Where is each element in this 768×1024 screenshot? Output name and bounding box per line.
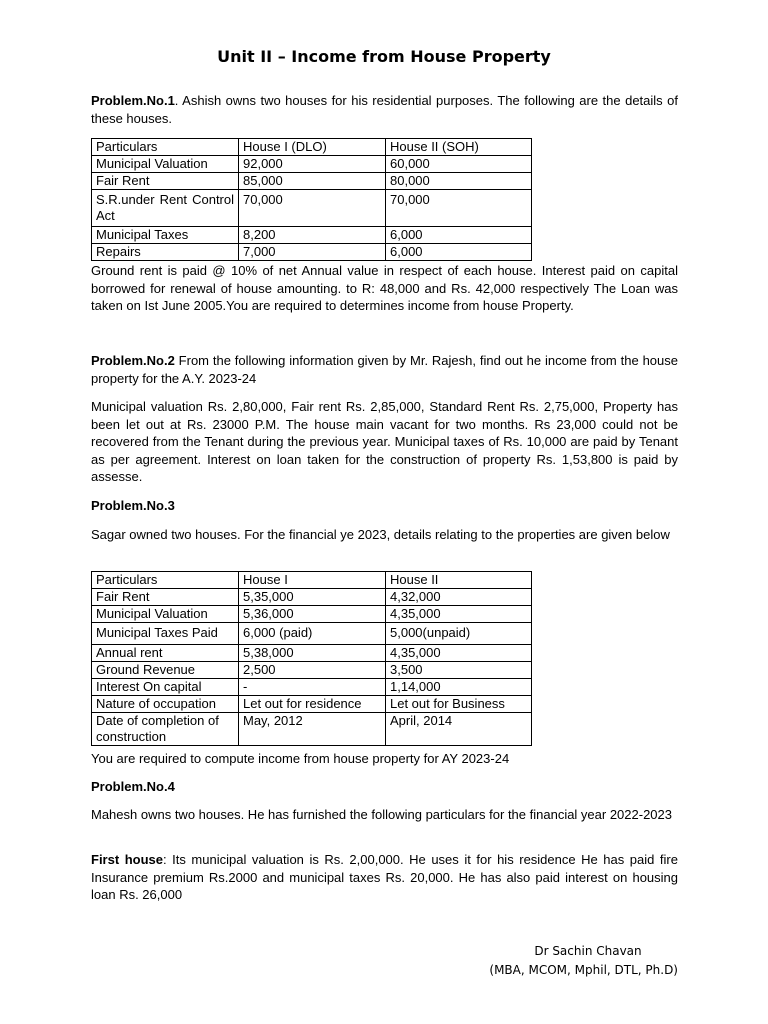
problem-2-body: Municipal valuation Rs. 2,80,000, Fair rent Rs. 2,85,000, Standard Rent Rs. 2,75,000, Property has been let out at Rs. 23000 P.M. The house main vacant for two months. Rs 23,000 could not be recovered from the Tenant during the previous year. Municipal taxes of Rs. 10,000 are paid by Tenant as per agreement. Interest on loan taken for the construction of property Rs. 1,53,800 is paid by assesse. — [91, 399, 678, 484]
table-cell: Interest On capital — [92, 679, 239, 696]
table-row — [92, 190, 532, 227]
table-cell: Fair Rent — [92, 173, 239, 190]
table-header-cell: Particulars — [92, 139, 239, 156]
table-cell: Nature of occupation — [92, 696, 239, 713]
table-cell: Annual rent — [92, 645, 239, 662]
table-row — [92, 173, 532, 190]
table-cell: 3,500 — [386, 662, 532, 679]
problem-4-heading: Problem.No.4 — [91, 779, 175, 794]
author-name: Dr Sachin Chavan — [534, 944, 642, 958]
table-cell: 2,500 — [239, 662, 386, 679]
table-cell: 5,36,000 — [239, 606, 386, 623]
table-header-cell: House II — [386, 572, 532, 589]
table-row — [92, 156, 532, 173]
table-cell: Fair Rent — [92, 589, 239, 606]
table-cell: Ground Revenue — [92, 662, 239, 679]
problem-3-intro: Sagar owned two houses. For the financial ye 2023, details relating to the properties are given below — [91, 527, 670, 542]
table-cell: 8,200 — [239, 227, 386, 244]
table-cell: 4,35,000 — [386, 645, 532, 662]
table-cell: 4,35,000 — [386, 606, 532, 623]
table-cell: 5,000(unpaid) — [386, 623, 532, 645]
table-row — [92, 645, 532, 662]
first-house-text: : Its municipal valuation is Rs. 2,00,000. He uses it for his residence He has paid fire Insurance premium Rs.2000 and municipal taxes Rs. 20,000. He has also paid interest on housing loan Rs. 26,000 — [91, 852, 678, 902]
table-cell: 6,000 — [386, 244, 532, 261]
table-row — [92, 244, 532, 261]
table-row — [92, 662, 532, 679]
table-cell: Repairs — [92, 244, 239, 261]
table-cell: Municipal Taxes — [92, 227, 239, 244]
table-row — [92, 623, 532, 645]
problem-2-intro-text: From the following information given by Mr. Rajesh, find out he income from the house property for the A.Y. 2023-24 — [91, 353, 678, 386]
table-cell: 5,38,000 — [239, 645, 386, 662]
table-header-row — [92, 139, 532, 156]
author-degrees: (MBA, MCOM, Mphil, DTL, Ph.D) — [489, 963, 678, 977]
table-cell: 70,000 — [386, 190, 532, 227]
table-row — [92, 679, 532, 696]
table-cell: 7,000 — [239, 244, 386, 261]
problem-1-intro — [91, 92, 678, 127]
table-row — [92, 696, 532, 713]
first-house-label: First house — [91, 852, 163, 867]
table-cell: 1,14,000 — [386, 679, 532, 696]
table-cell: Let out for residence — [239, 696, 386, 713]
table-header-row — [92, 572, 532, 589]
table-cell: Let out for Business — [386, 696, 532, 713]
table-row — [92, 713, 532, 746]
table-cell: 60,000 — [386, 156, 532, 173]
table-cell: S.R.under Rent Control Act — [92, 190, 239, 227]
problem-1-after-text: Ground rent is paid @ 10% of net Annual value in respect of each house. Interest paid on capital borrowed for renewal of house amounting. to R: 48,000 and Rs. 42,000 respectively The Loan was taken on Ist June 2005.You are required to determines income from house Property. — [91, 263, 678, 313]
table-cell: 4,32,000 — [386, 589, 532, 606]
table-cell: 80,000 — [386, 173, 532, 190]
author-signature — [458, 942, 678, 980]
table-cell: 6,000 — [386, 227, 532, 244]
table-header-cell: House I (DLO) — [239, 139, 386, 156]
problem-1-table — [91, 138, 532, 261]
problem-4-intro: Mahesh owns two houses. He has furnished the following particulars for the financial year 2022-2023 — [91, 807, 673, 822]
table-row — [92, 227, 532, 244]
problem-4-first-house — [91, 851, 678, 904]
table-cell: 70,000 — [239, 190, 386, 227]
table-header-cell: Particulars — [92, 572, 239, 589]
problem-3-heading: Problem.No.3 — [91, 498, 175, 513]
page-title: Unit II – Income from House Property — [217, 47, 551, 66]
table-header-cell: House I — [239, 572, 386, 589]
problem-2-heading: Problem.No.2 — [91, 353, 175, 368]
table-cell: Municipal Valuation — [92, 156, 239, 173]
problem-2-intro — [91, 352, 678, 387]
problem-3-after-text: You are required to compute income from house property for AY 2023-24 — [91, 751, 510, 766]
table-header-cell: House II (SOH) — [386, 139, 532, 156]
table-cell: - — [239, 679, 386, 696]
table-row — [92, 589, 532, 606]
table-row — [92, 606, 532, 623]
table-cell: Municipal Taxes Paid — [92, 623, 239, 645]
problem-1-intro-text: . Ashish owns two houses for his residential purposes. The following are the details of these houses. — [91, 93, 678, 126]
problem-1-heading: Problem.No.1 — [91, 93, 175, 108]
table-cell: 5,35,000 — [239, 589, 386, 606]
problem-3-table — [91, 571, 532, 746]
table-cell: 85,000 — [239, 173, 386, 190]
table-cell: Date of completion of construction — [92, 713, 239, 746]
table-cell: April, 2014 — [386, 713, 532, 746]
table-cell: May, 2012 — [239, 713, 386, 746]
table-cell: 6,000 (paid) — [239, 623, 386, 645]
table-cell: 92,000 — [239, 156, 386, 173]
table-cell: Municipal Valuation — [92, 606, 239, 623]
